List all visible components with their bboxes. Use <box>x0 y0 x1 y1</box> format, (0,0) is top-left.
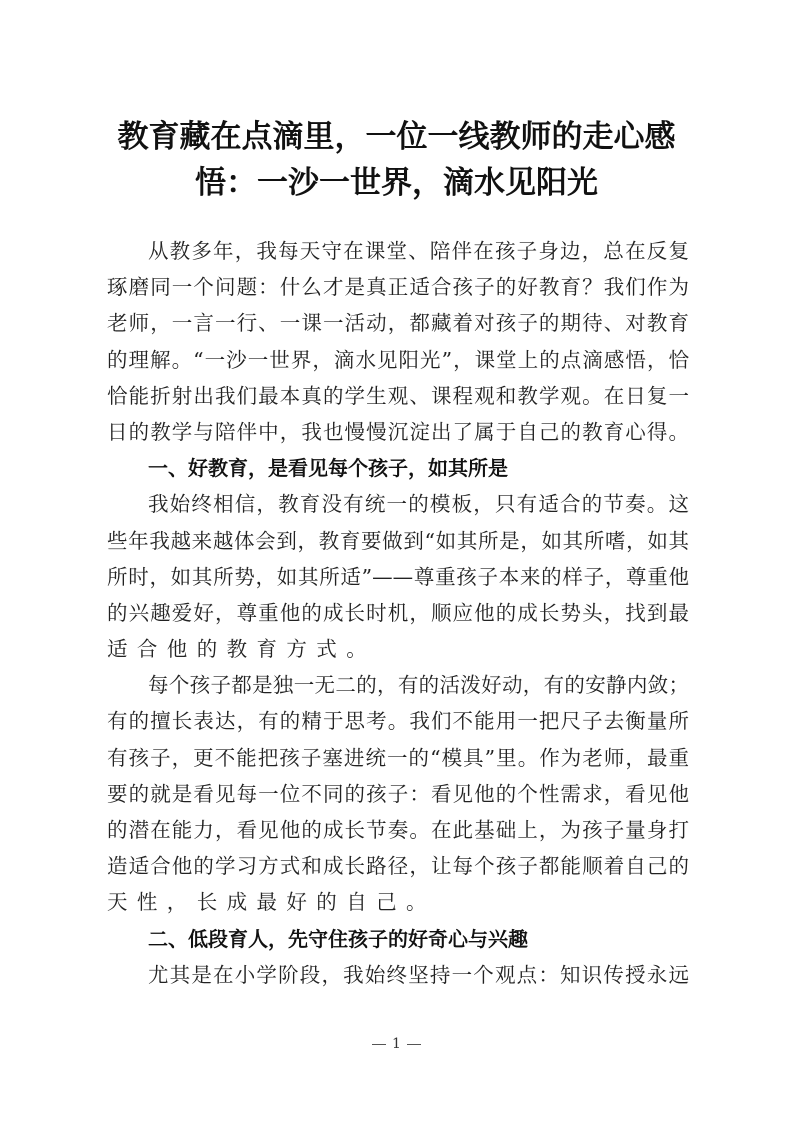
text-line: 从教多年，我每天守在课堂、陪伴在孩子身边，总在反复 <box>148 239 689 263</box>
page-footer <box>0 1036 793 1052</box>
paragraph-intro <box>107 233 689 450</box>
text-line: 有孩子，更不能把孩子塞进统一的“模具”里。作为老师，最重 <box>107 745 689 770</box>
paragraph-section1-a <box>107 486 689 667</box>
document-title <box>90 114 703 206</box>
text-line: 恰能折射出我们最本真的学生观、课程观和教学观。在日复一 <box>107 383 689 408</box>
text-line: 有的擅长表达，有的精于思考。我们不能用一把尺子去衡量所 <box>107 709 689 734</box>
text-line: 造适合他的学习方式和成长路径，让每个孩子都能顺着自己的 <box>107 854 689 879</box>
text-line: 琢磨同一个问题：什么才是真正适合孩子的好教育？我们作为 <box>107 275 689 300</box>
text-line: 要的就是看见每一位不同的孩子：看见他的个性需求，看见他 <box>107 781 689 806</box>
paragraph-section2-a <box>107 957 689 993</box>
page-number: 1 <box>392 1036 401 1052</box>
text-line: 所时，如其所势，如其所适”——尊重孩子本来的样子，尊重他 <box>107 564 689 589</box>
text-line: 老师，一言一行、一课一活动，都藏着对孩子的期待、对教育 <box>107 311 689 336</box>
title-line-1: 教育藏在点滴里，一位一线教师的走心感 <box>117 119 676 155</box>
text-line: 适合他的教育方式。 <box>107 637 377 662</box>
text-line: 天性，长成最好的自己。 <box>107 890 436 915</box>
footer-dash-right <box>407 1044 421 1045</box>
text-line: 日的教学与陪伴中，我也慢慢沉淀出了属于自己的教育心得。 <box>107 419 689 444</box>
paragraph-section1-b <box>107 667 689 920</box>
text-line: 尤其是在小学阶段，我始终坚持一个观点：知识传授永远 <box>148 962 689 987</box>
footer-dash-left <box>372 1044 386 1045</box>
document-body <box>107 233 689 993</box>
text-line: 每个孩子都是独一无二的，有的活泼好动，有的安静内敛； <box>148 673 689 698</box>
text-line: 些年我越来越体会到，教育要做到“如其所是，如其所嗜，如其 <box>107 528 689 553</box>
section-heading-2: 二、低段育人，先守住孩子的好奇心与兴趣 <box>148 926 528 951</box>
text-line: 的理解。“一沙一世界，滴水见阳光”，课堂上的点滴感悟，恰 <box>107 347 689 372</box>
section-heading-1: 一、好教育，是看见每个孩子，如其所是 <box>148 456 508 481</box>
text-line: 的潜在能力，看见他的成长节奏。在此基础上，为孩子量身打 <box>107 818 689 842</box>
title-line-2: 悟：一沙一世界，滴水见阳光 <box>195 165 598 201</box>
text-line: 的兴趣爱好，尊重他的成长时机，顺应他的成长势头，找到最 <box>107 600 689 625</box>
text-line: 我始终相信，教育没有统一的模板，只有适合的节奏。这 <box>148 492 689 517</box>
